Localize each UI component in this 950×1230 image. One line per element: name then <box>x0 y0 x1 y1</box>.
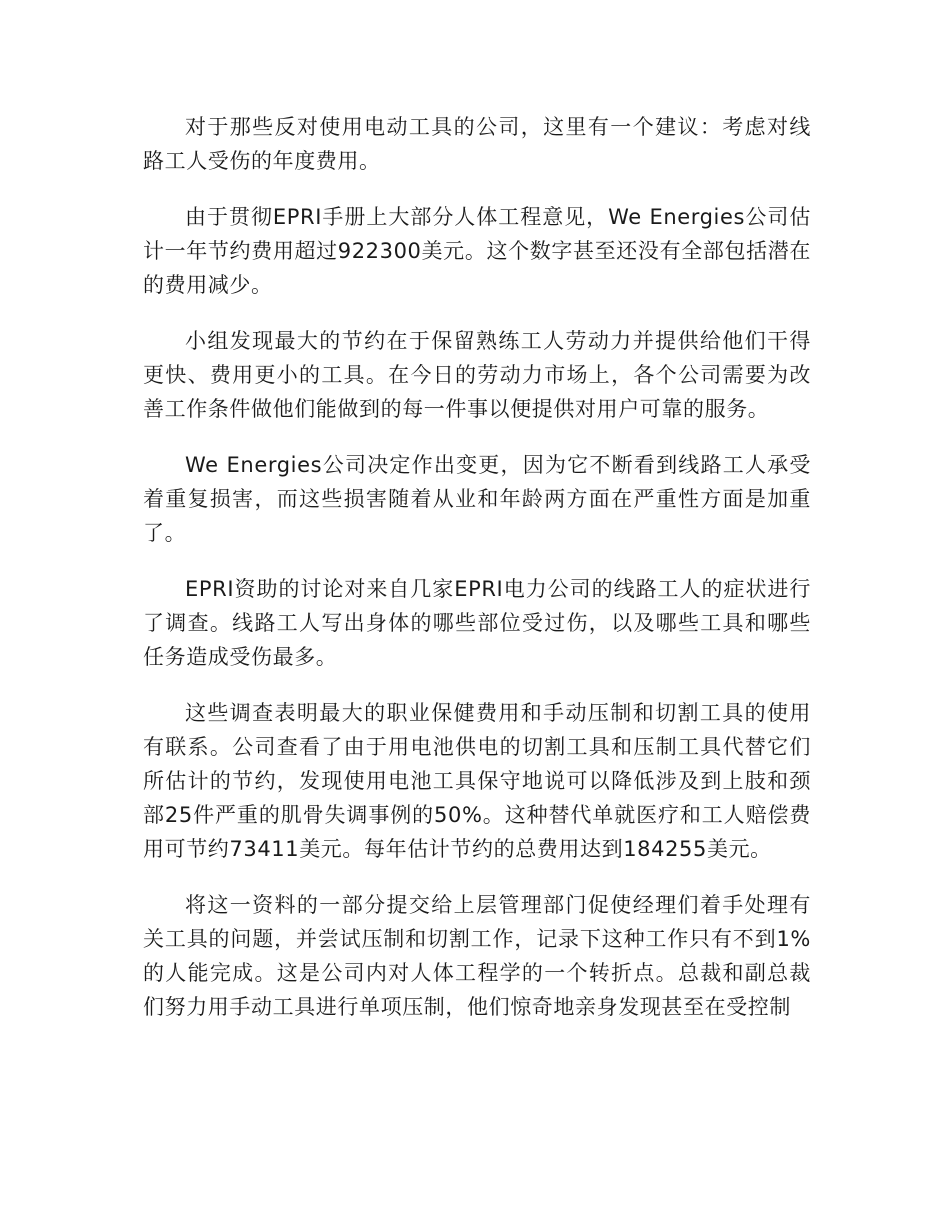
paragraph-6: 这些调查表明最大的职业保健费用和手动压制和切割工具的使用有联系。公司查看了由于用电池供电的切割工具和压制工具代替它们所估计的节约，发现使用电池工具保守地说可以降低涉及到上肢和颈部25件严重的肌骨失调事例的50%。这种替代单就医疗和工人赔偿费用可节约73411美元。每年估计节约的总费用达到184255美元。 <box>143 701 811 861</box>
paragraph-3: 小组发现最大的节约在于保留熟练工人劳动力并提供给他们干得更快、费用更小的工具。在今日的劳动力市场上，各个公司需要为改善工作条件做他们能做到的每一件事以便提供对用户可靠的服务。 <box>143 329 811 421</box>
document-body <box>143 110 811 1046</box>
paragraph-4: We Energies公司决定作出变更，因为它不断看到线路工人承受着重复损害，而这些损害随着从业和年龄两方面在严重性方面是加重了。 <box>143 453 811 545</box>
paragraph-5: EPRI资助的讨论对来自几家EPRI电力公司的线路工人的症状进行了调查。线路工人写出身体的哪些部位受过伤，以及哪些工具和哪些任务造成受伤最多。 <box>143 577 811 669</box>
paragraph-2: 由于贯彻EPRI手册上大部分人体工程意见，We Energies公司估计一年节约费用超过922300美元。这个数字甚至还没有全部包括潜在的费用减少。 <box>143 205 811 297</box>
paragraph-7: 将这一资料的一部分提交给上层管理部门促使经理们着手处理有关工具的问题，并尝试压制和切割工作，记录下这种工作只有不到1%的人能完成。这是公司内对人体工程学的一个转折点。总裁和副总裁们努力用手动工具进行单项压制，他们惊奇地亲身发现甚至在受控制 <box>143 893 811 1019</box>
paragraph-1: 对于那些反对使用电动工具的公司，这里有一个建议：考虑对线路工人受伤的年度费用。 <box>143 115 811 173</box>
